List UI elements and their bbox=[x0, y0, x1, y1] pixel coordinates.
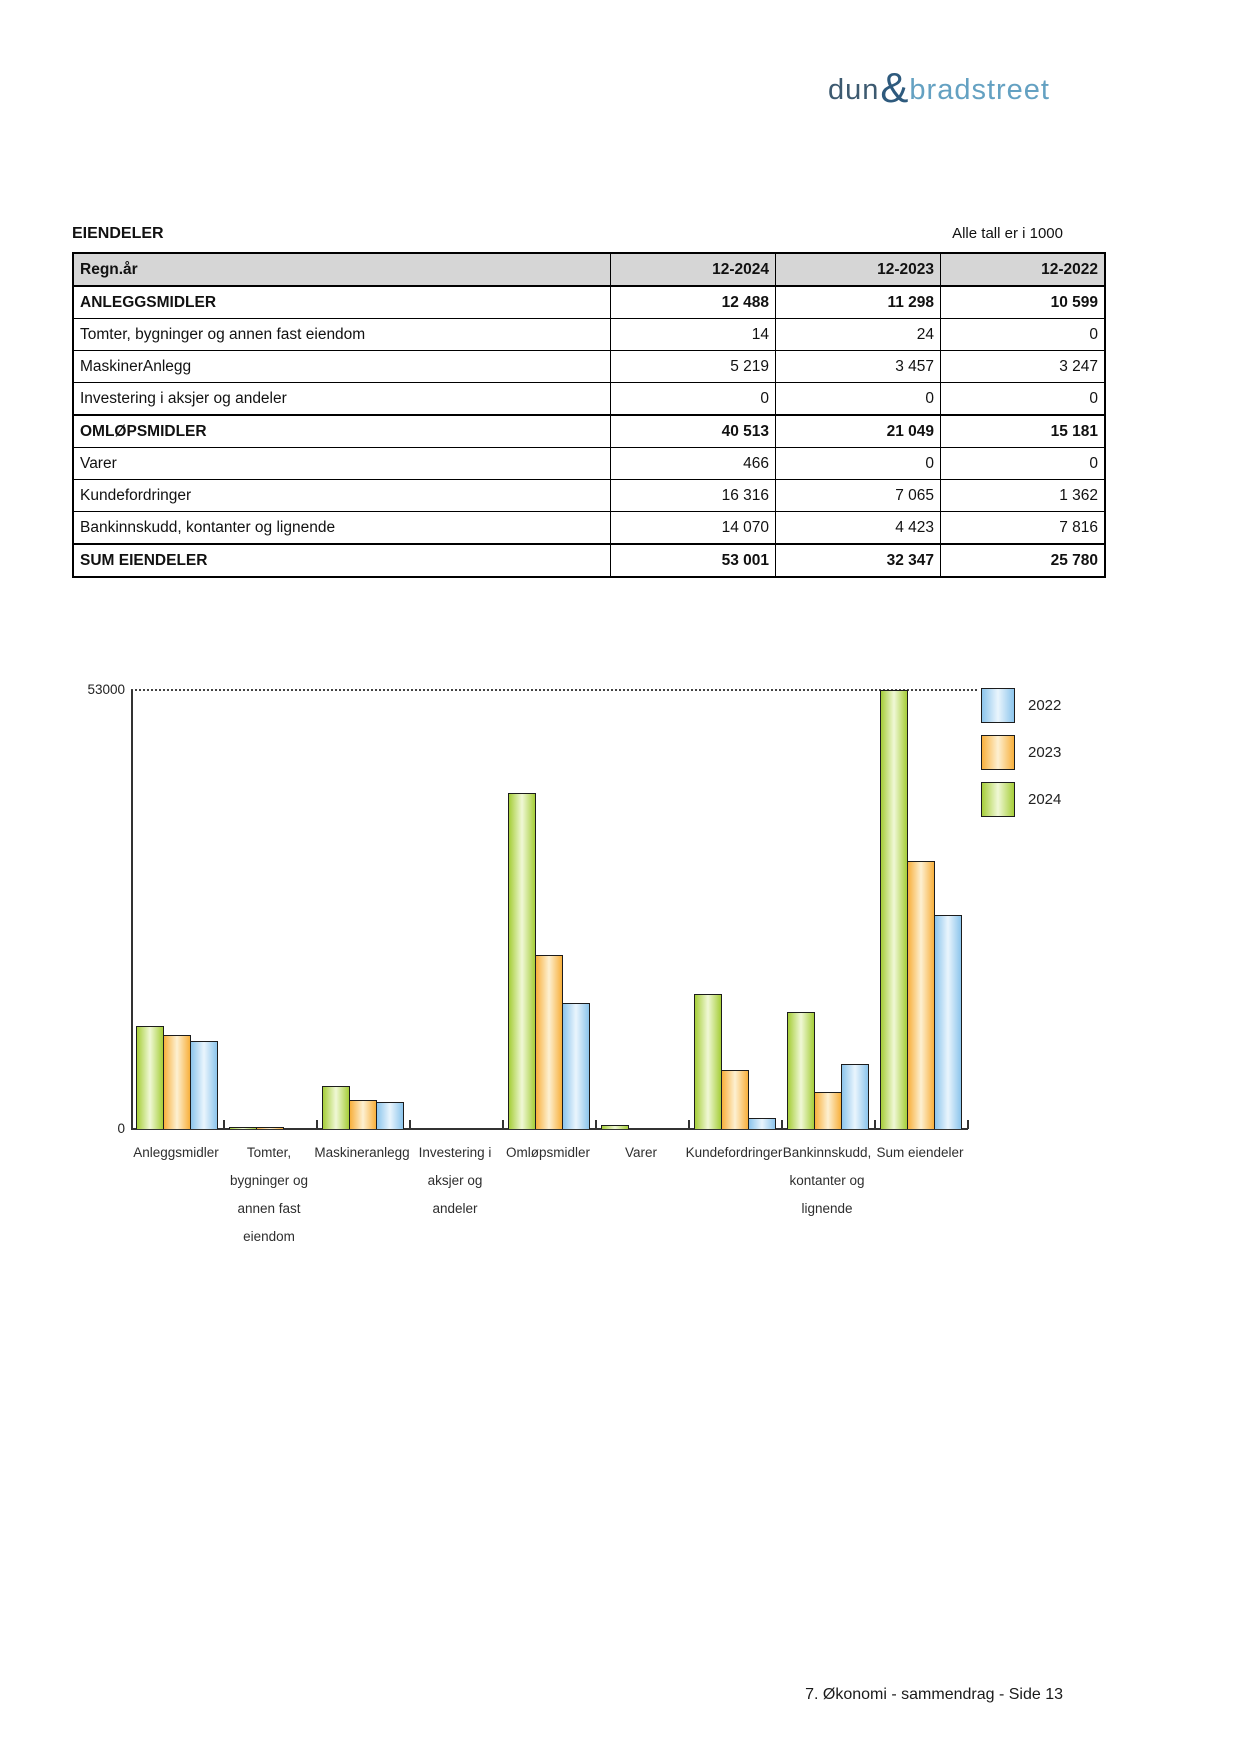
bar-2023-bankinnskudd-kontanter-og-lignende bbox=[814, 1092, 842, 1129]
row-value: 466 bbox=[611, 448, 776, 480]
row-label: Kundefordringer bbox=[73, 480, 611, 512]
x-label-anleggsmidler: Anleggsmidler bbox=[133, 1145, 219, 1160]
column-header-year: 12-2023 bbox=[776, 253, 941, 286]
row-label: Varer bbox=[73, 448, 611, 480]
row-label: ANLEGGSMIDLER bbox=[73, 286, 611, 319]
table-row bbox=[73, 286, 1105, 319]
bar-2024-varer bbox=[601, 1125, 629, 1129]
table-row bbox=[73, 480, 1105, 512]
row-label: Investering i aksjer og andeler bbox=[73, 383, 611, 416]
bar-2024-maskineranlegg bbox=[322, 1086, 350, 1129]
row-value: 24 bbox=[776, 319, 941, 351]
row-value: 12 488 bbox=[611, 286, 776, 319]
gridline-53000 bbox=[131, 689, 977, 691]
row-value: 21 049 bbox=[776, 415, 941, 448]
x-axis-tick bbox=[409, 1120, 411, 1129]
page-footer: 7. Økonomi - sammendrag - Side 13 bbox=[805, 1686, 1063, 1703]
table-row bbox=[73, 544, 1105, 577]
row-value: 0 bbox=[611, 383, 776, 416]
x-axis-tick bbox=[502, 1120, 504, 1129]
row-label: Bankinnskudd, kontanter og lignende bbox=[73, 512, 611, 545]
x-label-oml-psmidler: Omløpsmidler bbox=[505, 1145, 590, 1160]
legend-label-2024: 2024 bbox=[1028, 791, 1062, 808]
legend-swatch-2022 bbox=[981, 688, 1015, 723]
dun-and-bradstreet-logo: dun & bradstreet bbox=[828, 64, 1050, 111]
logo-text-bradstreet: bradstreet bbox=[909, 74, 1050, 106]
row-value: 3 457 bbox=[776, 351, 941, 383]
bar-2022-kundefordringer bbox=[748, 1118, 776, 1129]
bar-2023-anleggsmidler bbox=[163, 1035, 191, 1129]
legend-item-2022 bbox=[981, 688, 1061, 723]
bar-2023-sum-eiendeler bbox=[907, 861, 935, 1129]
legend-swatch-2024 bbox=[981, 782, 1015, 817]
row-label: Tomter, bygninger og annen fast eiendom bbox=[73, 319, 611, 351]
bar-2024-sum-eiendeler bbox=[880, 690, 908, 1129]
legend-label-2022: 2022 bbox=[1028, 697, 1062, 714]
column-header-year: 12-2022 bbox=[941, 253, 1106, 286]
bar-2024-anleggsmidler bbox=[136, 1026, 164, 1129]
row-label: SUM EIENDELER bbox=[73, 544, 611, 577]
column-header-year: 12-2024 bbox=[611, 253, 776, 286]
x-label-maskineranlegg: Maskineranlegg bbox=[314, 1145, 410, 1160]
bar-2023-kundefordringer bbox=[721, 1070, 749, 1129]
bar-2023-oml-psmidler bbox=[535, 955, 563, 1129]
bar-2022-sum-eiendeler bbox=[934, 915, 962, 1129]
row-value: 4 423 bbox=[776, 512, 941, 545]
row-value: 5 219 bbox=[611, 351, 776, 383]
page-title: EIENDELER bbox=[72, 225, 164, 242]
x-label-kundefordringer: Kundefordringer bbox=[685, 1145, 783, 1160]
y-tick-max: 53000 bbox=[87, 682, 125, 697]
row-label: OMLØPSMIDLER bbox=[73, 415, 611, 448]
assets-table bbox=[72, 252, 1106, 578]
x-axis-tick bbox=[316, 1120, 318, 1129]
row-value: 53 001 bbox=[611, 544, 776, 577]
row-value: 3 247 bbox=[941, 351, 1106, 383]
y-axis bbox=[131, 690, 133, 1130]
row-value: 32 347 bbox=[776, 544, 941, 577]
logo-text-dun: dun bbox=[828, 74, 880, 106]
table-row bbox=[73, 512, 1105, 545]
column-header-regnaar: Regn.år bbox=[73, 253, 611, 286]
x-axis-tick bbox=[688, 1120, 690, 1129]
row-value: 0 bbox=[941, 448, 1106, 480]
row-value: 7 816 bbox=[941, 512, 1106, 545]
row-value: 1 362 bbox=[941, 480, 1106, 512]
legend-label-2023: 2023 bbox=[1028, 744, 1062, 761]
bar-2022-maskineranlegg bbox=[376, 1102, 404, 1129]
row-value: 10 599 bbox=[941, 286, 1106, 319]
x-axis-tick bbox=[874, 1120, 876, 1129]
x-label-investering-i-aksjer-og-andeler: Investering i aksjer og andeler bbox=[418, 1145, 492, 1216]
bar-2024-bankinnskudd-kontanter-og-lignende bbox=[787, 1012, 815, 1129]
legend-item-2024 bbox=[981, 782, 1061, 817]
bar-2023-maskineranlegg bbox=[349, 1100, 377, 1129]
x-axis-tick bbox=[595, 1120, 597, 1129]
row-value: 0 bbox=[941, 383, 1106, 416]
table-row bbox=[73, 383, 1105, 416]
x-label-varer: Varer bbox=[624, 1145, 657, 1160]
bar-2022-bankinnskudd-kontanter-og-lignende bbox=[841, 1064, 869, 1129]
row-value: 15 181 bbox=[941, 415, 1106, 448]
row-value: 0 bbox=[941, 319, 1106, 351]
x-axis-tick bbox=[223, 1120, 225, 1129]
bar-2024-oml-psmidler bbox=[508, 793, 536, 1129]
bar-2022-oml-psmidler bbox=[562, 1003, 590, 1129]
table-header-row bbox=[73, 253, 1105, 286]
row-value: 40 513 bbox=[611, 415, 776, 448]
x-axis bbox=[131, 1128, 968, 1130]
legend-item-2023 bbox=[981, 735, 1061, 770]
row-value: 0 bbox=[776, 448, 941, 480]
row-value: 16 316 bbox=[611, 480, 776, 512]
x-label-bankinnskudd-kontanter-og-lignende: Bankinnskudd, kontanter og lignende bbox=[782, 1145, 872, 1216]
row-label: MaskinerAnlegg bbox=[73, 351, 611, 383]
bar-2024-tomter-bygninger-og-annen-fast-eiendom bbox=[229, 1127, 257, 1129]
bar-2024-kundefordringer bbox=[694, 994, 722, 1129]
bar-2022-anleggsmidler bbox=[190, 1041, 218, 1129]
legend-swatch-2023 bbox=[981, 735, 1015, 770]
table-row bbox=[73, 448, 1105, 480]
y-tick-zero: 0 bbox=[117, 1121, 125, 1136]
section-header bbox=[72, 225, 1063, 243]
table-row bbox=[73, 319, 1105, 351]
x-axis-tick bbox=[781, 1120, 783, 1129]
table-row bbox=[73, 415, 1105, 448]
row-value: 25 780 bbox=[941, 544, 1106, 577]
row-value: 0 bbox=[776, 383, 941, 416]
row-value: 7 065 bbox=[776, 480, 941, 512]
x-label-sum-eiendeler: Sum eiendeler bbox=[876, 1145, 964, 1160]
units-note: Alle tall er i 1000 bbox=[952, 225, 1063, 242]
row-value: 11 298 bbox=[776, 286, 941, 319]
row-value: 14 bbox=[611, 319, 776, 351]
table-row bbox=[73, 351, 1105, 383]
row-value: 14 070 bbox=[611, 512, 776, 545]
x-axis-tick bbox=[967, 1120, 969, 1129]
x-label-tomter-bygninger-og-annen-fast-eiendom: Tomter, bygninger og annen fast eiendom bbox=[229, 1145, 309, 1244]
bar-2023-tomter-bygninger-og-annen-fast-eiendom bbox=[256, 1127, 284, 1129]
